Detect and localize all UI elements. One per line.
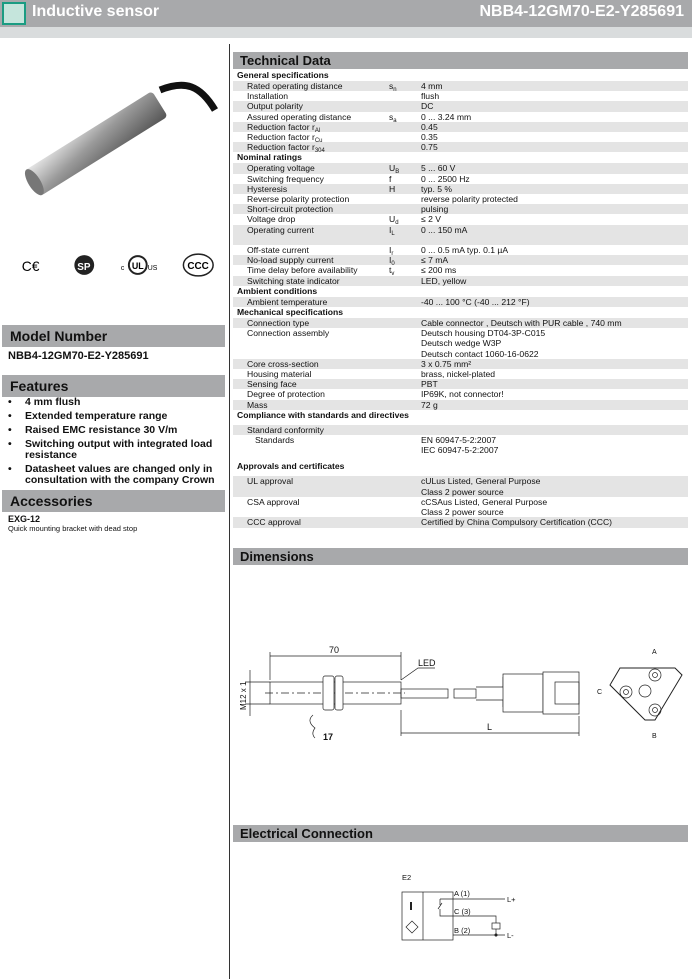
value-line: 5 ... 60 V — [421, 163, 456, 174]
table-row — [233, 517, 688, 527]
label-text: Time delay before availability — [247, 265, 358, 276]
label-text: Operating current — [247, 224, 314, 235]
label-text: Hysteresis — [247, 183, 288, 194]
row-value — [421, 132, 688, 142]
row-symbol — [389, 328, 421, 359]
brand-logo — [2, 2, 26, 25]
label-text: Voltage drop — [247, 214, 296, 225]
table-row — [233, 132, 688, 145]
symbol-text: I — [389, 224, 392, 235]
table-row — [233, 400, 688, 410]
section-title: Ambient conditions — [237, 285, 318, 296]
symbol-text: I — [389, 255, 392, 266]
value-line: Deutsch contact 1060-16-0622 — [421, 348, 539, 359]
row-value — [421, 91, 688, 101]
label-text: Standards — [255, 435, 295, 446]
row-label — [233, 328, 389, 359]
row-symbol — [389, 369, 421, 379]
cable-length-label: L — [487, 722, 493, 732]
row-symbol — [389, 174, 421, 184]
row-label — [233, 101, 389, 111]
features-list — [8, 397, 228, 486]
label-text: Ambient temperature — [247, 296, 328, 307]
table-row — [233, 255, 688, 268]
value-line: 0.75 — [421, 142, 438, 153]
symbol-text: t — [389, 265, 392, 276]
symbol-subscript: B — [395, 169, 400, 176]
row-value — [421, 369, 688, 379]
row-value — [421, 101, 688, 111]
value-line: EN 60947-5-2:2007 — [421, 435, 497, 446]
row-label — [233, 81, 389, 91]
label-text: Short-circuit protection — [247, 204, 333, 215]
table-row — [233, 81, 688, 91]
symbol-subscript: L — [391, 230, 395, 237]
page-title: Inductive sensor — [32, 3, 160, 20]
value-line: DC — [421, 101, 434, 112]
row-symbol — [389, 142, 421, 152]
value-line: ≤ 2 V — [421, 214, 442, 225]
value-line: flush — [421, 91, 440, 102]
row-value — [421, 163, 688, 173]
svg-text:c: c — [120, 264, 125, 272]
feature-item — [8, 464, 228, 486]
value-line: cULus Listed, General Purpose — [421, 476, 541, 487]
row-value — [421, 184, 688, 194]
table-row — [233, 389, 688, 399]
row-value — [421, 245, 688, 255]
table-row — [233, 214, 688, 227]
value-line: LED, yellow — [421, 275, 467, 286]
table-row — [233, 435, 688, 455]
label-text: No-load supply current — [247, 255, 334, 266]
row-value — [421, 112, 688, 122]
feature-text: Switching output with integrated load resistance — [25, 438, 213, 461]
ce-mark-icon: C€ — [21, 257, 40, 274]
row-symbol — [389, 425, 421, 435]
header-model: NBB4-12GM70-E2-Y285691 — [479, 3, 684, 20]
row-symbol — [389, 132, 421, 142]
row-symbol — [389, 163, 421, 176]
row-label — [233, 204, 389, 214]
row-label — [233, 112, 389, 122]
row-label — [233, 276, 389, 286]
svg-text:CCC: CCC — [187, 260, 209, 272]
feature-item — [8, 411, 228, 422]
table-row — [233, 328, 688, 359]
label-text: Housing material — [247, 369, 312, 380]
row-symbol — [389, 389, 421, 399]
value-line: Cable connector , Deutsch with PUR cable , 740 mm — [421, 318, 622, 329]
row-value — [421, 194, 688, 204]
table-row — [233, 122, 688, 132]
technical-data-table — [233, 70, 688, 528]
label-text: Connection type — [247, 318, 310, 329]
label-text: Reduction factor r — [247, 132, 315, 143]
symbol-text: s — [389, 81, 394, 91]
svg-text:US: US — [147, 264, 158, 272]
symbol-subscript: 0 — [391, 261, 395, 268]
technical-data-heading: Technical Data — [233, 52, 688, 69]
value-line: cCSAus Listed, General Purpose — [421, 496, 548, 507]
table-row — [233, 425, 688, 435]
row-value — [421, 435, 688, 455]
row-symbol — [389, 318, 421, 328]
row-symbol — [389, 276, 421, 286]
value-line: reverse polarity protected — [421, 194, 518, 205]
row-value — [421, 214, 688, 224]
pin-b-label: B — [652, 733, 657, 740]
row-symbol — [389, 265, 421, 278]
row-value — [421, 379, 688, 389]
table-row — [233, 379, 688, 389]
symbol-text: H — [389, 183, 396, 194]
row-label — [233, 91, 389, 101]
row-symbol — [389, 497, 421, 517]
row-symbol — [389, 101, 421, 111]
row-symbol — [389, 214, 421, 227]
feature-text: Extended temperature range — [25, 410, 168, 422]
table-row — [233, 476, 688, 496]
header-strip — [0, 27, 692, 38]
label-text: Assured operating distance — [247, 111, 352, 122]
row-symbol — [389, 194, 421, 204]
row-label — [233, 224, 392, 245]
thread-label: M12 x 1 — [239, 681, 248, 710]
row-label — [233, 379, 389, 389]
symbol-subscript: d — [395, 220, 399, 227]
row-symbol — [389, 359, 421, 369]
bullet-icon: • — [8, 410, 12, 422]
row-value — [421, 81, 688, 91]
feature-text: Raised EMC resistance 30 V/m — [25, 424, 178, 436]
value-line: 0.45 — [421, 121, 438, 132]
row-label — [233, 163, 389, 173]
value-line: 0 ... 3.24 mm — [421, 111, 472, 122]
label-subscript: Al — [314, 127, 321, 134]
label-text: Core cross-section — [247, 358, 319, 369]
value-line: 4 mm — [421, 81, 443, 91]
svg-text:SP: SP — [77, 261, 91, 273]
table-row — [233, 276, 688, 286]
value-line — [421, 425, 688, 435]
row-label — [233, 517, 389, 527]
bullet-icon: • — [8, 463, 12, 475]
table-row — [233, 101, 688, 111]
row-symbol — [389, 225, 421, 245]
table-row — [233, 265, 688, 278]
row-symbol — [389, 81, 421, 91]
label-text: Switching frequency — [247, 173, 324, 184]
feature-item — [8, 439, 228, 461]
section-title: Mechanical specifications — [237, 307, 344, 318]
value-line: 0 ... 2500 Hz — [421, 173, 470, 184]
row-symbol — [389, 379, 421, 389]
row-label — [233, 400, 389, 410]
value-line: ≤ 7 mA — [421, 255, 449, 266]
row-label — [233, 122, 389, 132]
value-line: brass, nickel-plated — [421, 369, 496, 380]
value-line: IP69K, not connector! — [421, 389, 504, 400]
label-text: Standard conformity — [247, 424, 324, 435]
row-label — [233, 435, 389, 455]
value-line: Certified by China Compulsory Certification (CCC) — [421, 517, 613, 528]
row-value — [421, 359, 688, 369]
electrical-connection-heading: Electrical Connection — [233, 825, 688, 842]
row-label — [233, 142, 389, 155]
table-row — [233, 91, 688, 101]
symbol-text: s — [389, 111, 394, 122]
table-row — [233, 245, 688, 258]
dimensions-heading: Dimensions — [233, 548, 688, 565]
value-line: Deutsch housing DT04-3P-C015 — [421, 328, 546, 339]
table-row — [233, 163, 688, 176]
table-row — [233, 497, 688, 517]
sensor-photo — [10, 40, 220, 200]
ul-mark-icon — [121, 256, 158, 274]
row-value — [421, 476, 688, 496]
value-line: -40 ... 100 °C (-40 ... 212 °F) — [421, 296, 530, 307]
pin-a-label: A — [652, 649, 657, 656]
feature-text: Datasheet values are changed only in consultation with the company Crown — [25, 463, 215, 486]
value-line: Deutsch wedge W3P — [421, 338, 502, 349]
bullet-icon: • — [8, 424, 12, 436]
label-text: Switching state indicator — [247, 275, 340, 286]
csa-mark-icon — [74, 255, 94, 275]
features-heading: Features — [2, 375, 225, 397]
symbol-subscript: n — [393, 87, 397, 93]
value-line: Class 2 power source — [421, 486, 504, 497]
row-symbol — [389, 245, 421, 258]
value-line: IEC 60947-5-2:2007 — [421, 445, 499, 456]
row-symbol — [389, 297, 421, 307]
output-type-label: E2 — [402, 873, 412, 882]
row-value — [421, 389, 688, 399]
section-title: General specifications — [237, 70, 329, 80]
label-text: Sensing face — [247, 379, 297, 390]
model-number: NBB4-12GM70-E2-Y285691 — [8, 350, 149, 362]
pin-a1-label: A (1) — [454, 889, 470, 898]
accessories-heading: Accessories — [2, 490, 225, 512]
model-number-heading: Model Number — [2, 325, 225, 347]
row-value — [421, 255, 688, 265]
bullet-icon: • — [8, 396, 12, 408]
table-row — [233, 318, 688, 328]
accessory-name[interactable]: EXG-12 — [8, 514, 41, 524]
row-symbol — [389, 204, 421, 214]
row-value — [421, 425, 688, 435]
value-line: 0 ... 0.5 mA typ. 0.1 µA — [421, 245, 509, 256]
table-row — [233, 204, 688, 214]
row-label — [233, 425, 389, 435]
table-row — [233, 174, 688, 184]
svg-text:UL: UL — [131, 260, 144, 271]
table-row — [233, 184, 688, 194]
table-row — [233, 297, 688, 307]
wrench-size-label: 17 — [323, 732, 334, 742]
table-row — [233, 369, 688, 379]
row-value — [421, 318, 688, 328]
row-label — [233, 245, 392, 256]
section-title: Approvals and certificates — [237, 461, 345, 472]
table-row — [233, 142, 688, 155]
row-value — [421, 265, 688, 275]
label-text: Output polarity — [247, 101, 303, 112]
row-value — [421, 328, 688, 359]
features-and-accessories — [8, 397, 228, 533]
row-label — [233, 476, 389, 496]
row-label — [233, 297, 389, 307]
row-value — [421, 276, 688, 286]
label-text: CCC approval — [247, 517, 301, 528]
pin-c3-label: C (3) — [454, 907, 471, 916]
label-text: Mass — [247, 399, 268, 410]
dimensions-drawing — [235, 630, 690, 750]
row-label — [233, 255, 392, 266]
feature-item — [8, 397, 228, 408]
row-value — [421, 297, 688, 307]
feature-text: 4 mm flush — [25, 396, 81, 408]
row-label — [233, 389, 389, 399]
label-text: Operating voltage — [247, 163, 315, 174]
value-line: PBT — [421, 379, 438, 390]
value-line: ≤ 200 ms — [421, 265, 457, 276]
l-plus-label: L+ — [507, 895, 516, 904]
label-text: Reduction factor r — [247, 121, 315, 132]
row-value — [421, 142, 688, 152]
row-label — [233, 359, 389, 369]
value-line: 3 x 0.75 mm² — [421, 358, 472, 369]
label-text: Installation — [247, 91, 289, 102]
label-text: UL approval — [247, 476, 294, 487]
symbol-text: f — [389, 173, 392, 184]
row-label — [233, 173, 392, 184]
accessory-description: Quick mounting bracket with dead stop — [8, 524, 138, 533]
section-title: Compliance with standards and directives — [237, 409, 409, 420]
label-text: Degree of protection — [247, 389, 325, 400]
label-subscript: Cu — [314, 138, 323, 145]
value-line: 0 ... 150 mA — [421, 224, 468, 235]
row-symbol — [389, 255, 421, 268]
row-value — [421, 122, 688, 132]
symbol-text: U — [389, 163, 396, 174]
title-bar — [0, 0, 692, 27]
row-label — [233, 132, 389, 145]
ccc-mark-icon — [183, 254, 213, 276]
symbol-text: U — [389, 214, 396, 225]
label-text: Rated operating distance — [247, 81, 343, 91]
row-symbol — [389, 184, 421, 194]
row-label — [233, 184, 389, 194]
row-label — [233, 265, 392, 276]
label-text: Off-state current — [247, 245, 309, 256]
certification-logos — [0, 248, 228, 284]
value-line: typ. 5 % — [421, 183, 453, 194]
row-value — [421, 174, 688, 184]
feature-item — [8, 425, 228, 436]
label-text: Connection assembly — [247, 328, 330, 339]
table-row — [233, 112, 688, 122]
value-line: Class 2 power source — [421, 507, 504, 518]
row-value — [421, 517, 688, 527]
value-line: 72 g — [421, 399, 438, 410]
row-value — [421, 400, 688, 410]
value-line: pulsing — [421, 204, 449, 215]
label-text: Reverse polarity protection — [247, 194, 350, 205]
row-symbol — [389, 400, 421, 410]
pin-c-label: C — [597, 689, 603, 696]
row-symbol — [389, 476, 421, 496]
length-label: 70 — [329, 645, 340, 655]
label-text: CSA approval — [247, 496, 300, 507]
wiring-diagram — [380, 865, 540, 955]
table-row — [233, 225, 688, 245]
table-row — [233, 194, 688, 204]
row-label — [233, 214, 389, 224]
section-title: Nominal ratings — [237, 152, 302, 163]
symbol-subscript: v — [391, 271, 395, 278]
symbol-text: I — [389, 245, 392, 256]
row-value — [421, 225, 688, 245]
row-symbol — [389, 122, 421, 132]
row-label — [233, 318, 389, 328]
led-label: LED — [418, 658, 436, 668]
row-symbol — [389, 435, 421, 455]
row-value — [421, 204, 688, 214]
symbol-subscript: a — [393, 117, 397, 124]
column-divider — [229, 44, 230, 979]
row-label — [233, 194, 389, 204]
row-symbol — [389, 91, 421, 101]
row-value — [421, 497, 688, 517]
bullet-icon: • — [8, 438, 12, 450]
table-row — [233, 359, 688, 369]
row-symbol — [389, 112, 421, 122]
pin-b2-label: B (2) — [454, 926, 471, 935]
row-symbol — [389, 517, 421, 527]
label-subscript: 304 — [314, 148, 325, 155]
label-text: Reduction factor r — [247, 142, 315, 153]
row-label — [233, 369, 389, 379]
symbol-subscript: r — [391, 251, 394, 258]
l-minus-label: L- — [507, 931, 514, 940]
value-line: 0.35 — [421, 132, 438, 143]
row-label — [233, 497, 389, 517]
